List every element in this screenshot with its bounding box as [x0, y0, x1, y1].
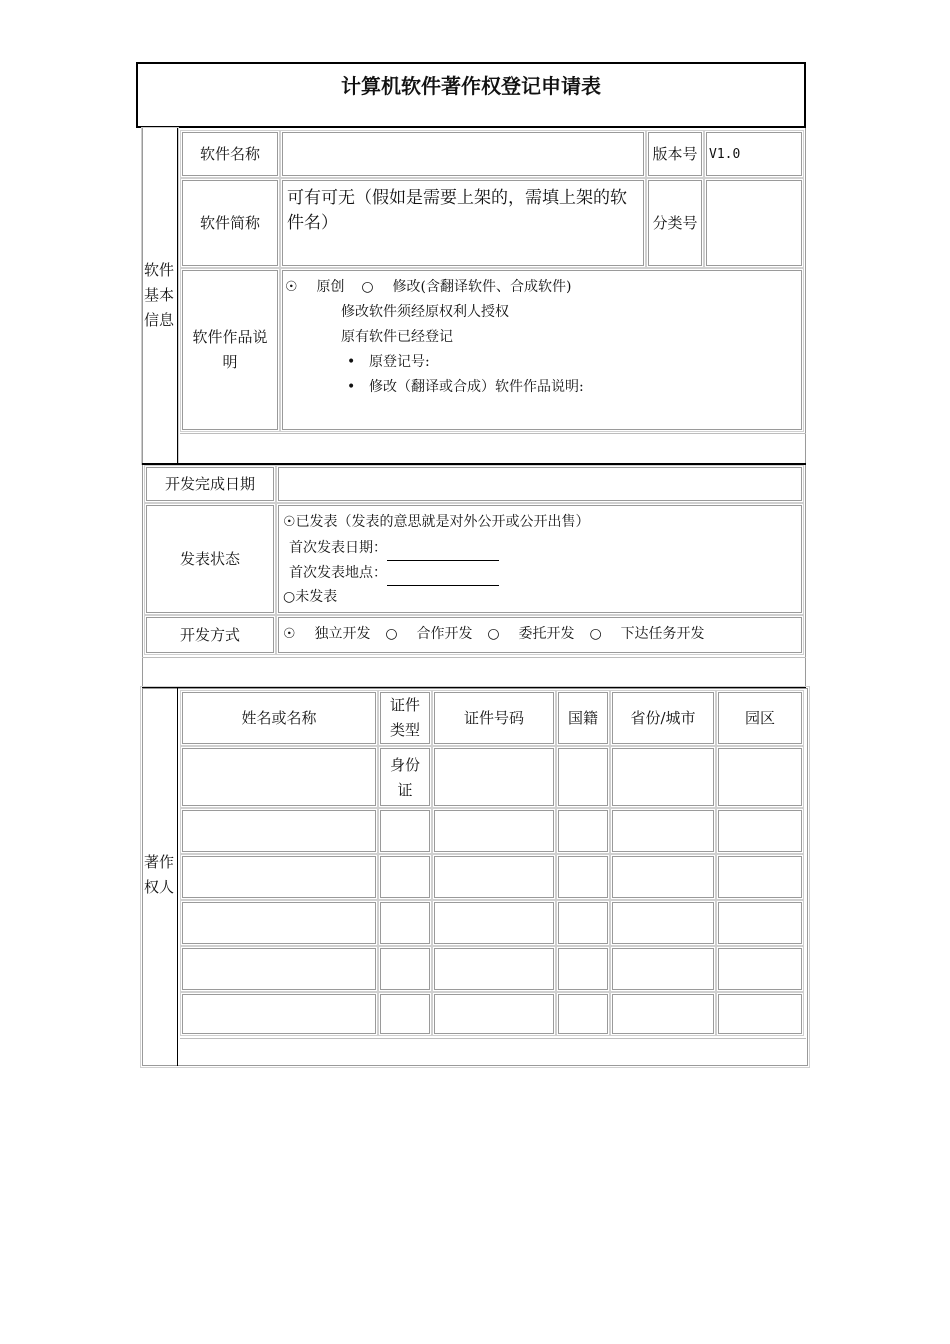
owner-spacer-rule — [180, 1038, 806, 1039]
version-field[interactable]: V1.0 — [706, 132, 802, 176]
owner-province-city-cell[interactable] — [612, 810, 714, 852]
work-type-line — [285, 275, 795, 300]
authorization-note: 修改软件须经原权利人授权 — [341, 304, 509, 320]
basic-info-section-text: 软件基本信息 — [144, 261, 175, 329]
owner-name-cell[interactable] — [182, 994, 376, 1034]
owner-section-label — [142, 688, 178, 1066]
owner-park-cell[interactable] — [718, 810, 802, 852]
owner-id-type-cell[interactable]: 身份证 — [380, 748, 430, 806]
radio-commissioned[interactable]: ○ — [487, 626, 500, 642]
owner-park-cell[interactable] — [718, 948, 802, 990]
software-name-label: 软件名称 — [182, 132, 278, 176]
owner-id-type-cell[interactable] — [380, 902, 430, 944]
radio-original[interactable]: ☉ — [285, 279, 298, 295]
completion-date-label: 开发完成日期 — [146, 467, 274, 501]
header-id-number: 证件号码 — [434, 692, 554, 744]
modification-description-label: 修改（翻译或合成）软件作品说明: — [369, 379, 584, 395]
owner-id-type-cell[interactable] — [380, 948, 430, 990]
header-province-city: 省份/城市 — [612, 692, 714, 744]
work-description-label — [182, 270, 278, 430]
radio-unpublished-label: 未发表 — [295, 589, 338, 605]
work-description-label-text: 软件作品说明 — [192, 328, 268, 371]
radio-independent-label: 独立开发 — [314, 626, 371, 642]
owner-nationality-cell[interactable] — [558, 994, 608, 1034]
software-short-name-label: 软件简称 — [182, 180, 278, 266]
radio-independent[interactable]: ☉ — [283, 626, 296, 642]
owner-province-city-cell[interactable] — [612, 902, 714, 944]
radio-modified-label: 修改(含翻译软件、合成软件) — [392, 279, 572, 295]
bullet-icon: • — [347, 354, 356, 370]
owner-name-cell[interactable] — [182, 902, 376, 944]
radio-published-label: 已发表（发表的意思就是对外公开或公开出售） — [295, 514, 590, 530]
header-park: 园区 — [718, 692, 802, 744]
radio-published[interactable]: ☉ — [283, 514, 296, 530]
owner-section-text: 著作权人 — [144, 853, 175, 896]
first-publish-date-label: 首次发表日期： — [289, 540, 387, 556]
original-reg-number-label: 原登记号: — [369, 354, 430, 370]
owner-province-city-cell[interactable] — [612, 948, 714, 990]
completion-date-field[interactable] — [278, 467, 802, 501]
owner-id-type-cell[interactable] — [380, 856, 430, 898]
category-label: 分类号 — [648, 180, 702, 266]
owner-nationality-cell[interactable] — [558, 810, 608, 852]
published-option — [283, 510, 590, 535]
owner-id-number-cell[interactable] — [434, 902, 554, 944]
publish-status-field — [278, 505, 802, 613]
first-publish-place — [289, 561, 499, 586]
software-short-name-field[interactable]: 可有可无（假如是需要上架的，需填上架的软件名） — [282, 180, 644, 266]
first-publish-place-label: 首次发表地点： — [289, 565, 387, 581]
first-publish-date-input[interactable] — [387, 546, 499, 561]
dev-mode-field — [278, 617, 802, 653]
category-field[interactable] — [706, 180, 802, 266]
radio-cooperative-label: 合作开发 — [416, 626, 473, 642]
work-description-field — [282, 270, 802, 430]
owner-province-city-cell[interactable] — [612, 856, 714, 898]
owner-nationality-cell[interactable] — [558, 856, 608, 898]
owner-name-cell[interactable] — [182, 748, 376, 806]
owner-id-number-cell[interactable] — [434, 748, 554, 806]
owner-id-type-cell[interactable] — [380, 810, 430, 852]
original-reg-number-item — [347, 350, 430, 375]
owner-park-cell[interactable] — [718, 856, 802, 898]
version-label: 版本号 — [648, 132, 702, 176]
header-nationality: 国籍 — [558, 692, 608, 744]
basic-info-section-label — [142, 128, 178, 464]
owner-id-type-cell[interactable] — [380, 994, 430, 1034]
owner-province-city-cell[interactable] — [612, 994, 714, 1034]
radio-cooperative[interactable]: ○ — [385, 626, 398, 642]
bullet-icon: • — [347, 379, 356, 395]
owner-name-cell[interactable] — [182, 856, 376, 898]
owner-id-number-cell[interactable] — [434, 856, 554, 898]
owner-province-city-cell[interactable] — [612, 748, 714, 806]
owner-name-cell[interactable] — [182, 948, 376, 990]
owner-name-cell[interactable] — [182, 810, 376, 852]
dev-spacer-rule — [142, 657, 806, 658]
publish-status-label: 发表状态 — [146, 505, 274, 613]
software-name-field[interactable] — [282, 132, 644, 176]
radio-unpublished[interactable]: ○ — [283, 589, 296, 605]
basic-info-spacer-rule — [180, 433, 806, 434]
first-publish-date — [289, 536, 499, 561]
header-id-type: 证件类型 — [380, 692, 430, 744]
radio-assigned-task-label: 下达任务开发 — [620, 626, 705, 642]
registered-note: 原有软件已经登记 — [341, 329, 453, 345]
owner-park-cell[interactable] — [718, 994, 802, 1034]
radio-commissioned-label: 委托开发 — [518, 626, 575, 642]
owner-park-cell[interactable] — [718, 902, 802, 944]
radio-assigned-task[interactable]: ○ — [589, 626, 602, 642]
unpublished-option — [283, 585, 337, 610]
radio-modified[interactable]: ○ — [361, 279, 374, 295]
radio-original-label: 原创 — [316, 279, 345, 295]
owner-nationality-cell[interactable] — [558, 748, 608, 806]
owner-id-number-cell[interactable] — [434, 948, 554, 990]
owner-nationality-cell[interactable] — [558, 902, 608, 944]
header-name: 姓名或名称 — [182, 692, 376, 744]
owner-id-number-cell[interactable] — [434, 994, 554, 1034]
owner-nationality-cell[interactable] — [558, 948, 608, 990]
owner-id-number-cell[interactable] — [434, 810, 554, 852]
owner-park-cell[interactable] — [718, 748, 802, 806]
form-title: 计算机软件著作权登记申请表 — [341, 73, 601, 98]
first-publish-place-input[interactable] — [387, 571, 499, 586]
dev-mode-label: 开发方式 — [146, 617, 274, 653]
modification-description-item — [347, 375, 584, 400]
